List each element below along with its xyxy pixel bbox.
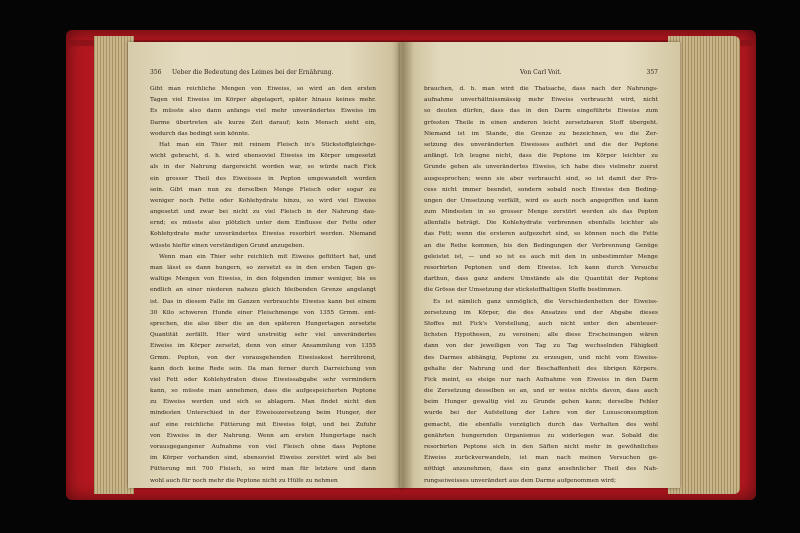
text-line: wurde bei der Aufstellung der Lehre von der Luxusconsumption bbox=[424, 410, 658, 417]
text-line: mindesten Unterschied in der Eiweisszersetzung beim Hunger, der bbox=[150, 410, 376, 417]
text-line: nöthigt anzunehmen, dass ein ganz ansehnlicher Theil des Nah- bbox=[424, 466, 658, 473]
text-line: an die Reihe kommen, bis den Bedingungen der Verbrennung Genüge bbox=[424, 242, 658, 249]
text-line: Niemand ist im Stande, die Grenze zu bezeichnen, wo die Zer- bbox=[424, 130, 658, 137]
text-line: sein. Gibt man nun zu derselben Menge Fleisch oder sogar zu bbox=[150, 186, 376, 193]
text-line: resorbirten Peptonen und dem Eiweiss. Ich kann durch Versuche bbox=[424, 265, 658, 271]
text-line: anfängt. Ich leugne nicht, dass die Peptone im Körper leichter zu bbox=[424, 153, 658, 160]
text-line: sprechen, die also über die an den späteren Hungertagen zersetzte bbox=[150, 320, 376, 327]
text-line: setzung des unveränderten Eiweisses aufhört und die der Peptone bbox=[424, 141, 658, 148]
text-line: so deuten dürfen, dass das in den Darm eingeführte Eiweiss zum bbox=[424, 108, 658, 115]
left-page-number: 356 bbox=[150, 69, 162, 76]
text-line: Gibt man reichliche Mengen von Eiweiss, so wird an den ersten bbox=[150, 86, 376, 92]
text-line: vorausgegangener Aufnahme von viel Fleisch ohne dass Peptone bbox=[150, 444, 376, 450]
text-line: grössten Theile in einen anderen leicht zersetzbaren Stoff übergeht. bbox=[424, 119, 658, 126]
right-running-head bbox=[424, 68, 658, 78]
text-line: die Zersetzung desselben so an, und er weiss nichts davon, dass auch bbox=[424, 388, 658, 395]
text-line: Fütterung mit 700 Fleisch, so wird man für letztere und dann bbox=[150, 466, 376, 473]
text-line: endlich an einer niederen nahezu gleich bleibenden Grenze angelangt bbox=[150, 287, 376, 294]
text-line: lichsten Hypothesen, zu vereinen; alle diese Erscheinungen wären bbox=[424, 332, 658, 339]
text-line: Stoffes mit Fick's Vorstellung, auch nicht unter den abenteuer- bbox=[424, 320, 658, 327]
text-line: 30 Kilo schweren Hunde einer Fleischmenge von 1355 Grmm. ent- bbox=[150, 309, 376, 316]
text-line: das Fett; wenn die ersteren aufgezehrt sind, so können noch die Fette bbox=[424, 231, 658, 238]
text-line: geleistet ist, — und so ist es auch mit den in unbestimmter Menge bbox=[424, 253, 658, 260]
text-line: zersetzung im Körper, die des Ansatzes und der Abgabe dieses bbox=[424, 309, 658, 316]
right-page-number: 357 bbox=[646, 69, 658, 76]
text-line: angesetzt und zwar bei nicht zu viel Fleisch in der Nahrung dau- bbox=[150, 209, 376, 216]
text-line: ernd; es müsste also plötzlich unter dem Einflusse der Fette oder bbox=[150, 220, 376, 227]
text-line: Grunde gehen als unverändertes Eiweiss, ich habe dies vielmehr zuerst bbox=[424, 164, 658, 171]
left-running-head bbox=[150, 68, 376, 78]
text-line: zum Mindesten in so grosser Menge zerstört werden als das Pepton bbox=[424, 209, 658, 216]
text-line: man lässt es dann hungern, so zersetzt es in den ersten Tagen ge- bbox=[150, 265, 376, 271]
text-line: ist. Das in diesem Falle im Ganzen verbrauchte Eiweiss kann bei einem bbox=[150, 298, 376, 305]
text-line: Eiweiss im Körper zersetzt, denn von einer Ansammlung von 1355 bbox=[150, 343, 376, 350]
text-line: cess nicht immer beendet, sondern sobald noch Eiweiss den Beding- bbox=[424, 186, 658, 193]
text-line: Fick meint, es steige nur nach Aufnahme von Eiweiss in den Darm bbox=[424, 376, 658, 383]
text-line: die Grösse der Umsetzung der stickstoffhaltigen Stoffe bestimmen. bbox=[424, 287, 622, 294]
text-line: weniger noch Fette oder Kohlehydrate hinzu, so wird viel Eiweiss bbox=[150, 197, 376, 204]
text-line: brauchen, d. h. man wird die Thatsache, dass nach der Nahrungs- bbox=[424, 86, 658, 92]
text-line: allenfalls beträgt. Die Kohlehydrate verbrennen ebenfalls leichter als bbox=[424, 220, 658, 227]
book-gutter bbox=[392, 42, 414, 488]
text-line: Grmm. Pepton, von der vorausgehenden Eiweisskost herrührend, bbox=[150, 354, 376, 361]
text-line: Wenn man ein Thier sehr reichlich mit Eiweiss gefüttert hat, und bbox=[159, 253, 376, 260]
text-line: auf eine reichliche Fütterung mit Eiweiss folgt, und bei Zufuhr bbox=[150, 421, 376, 428]
text-line: ungen der Umsetzung verfällt, wird es auch noch angegriffen und kann bbox=[424, 197, 658, 204]
text-line: kann doch keine Rede sein. Da man ferner durch Darreichung von bbox=[150, 365, 376, 372]
text-line: aufnahme unverhältnissmässig mehr Eiweiss verbraucht wird, nicht bbox=[424, 97, 658, 104]
text-line: Es müsste also dann anfangs viel mehr unverändertes Eiweiss im bbox=[150, 108, 376, 115]
right-page-text bbox=[424, 84, 658, 487]
text-line: wüsste hiefür einen verständigen Grund anzugeben. bbox=[150, 242, 305, 249]
text-line: wohl auch für noch mehr die Peptone nicht zu Hülfe zu nehmen bbox=[150, 477, 338, 484]
text-line: wicht gebracht, d. h. wird ebensoviel Eiweiss im Körper umgesetzt bbox=[150, 153, 376, 160]
text-line: Eiweiss zurückverwandeln, ist man nach meinen Versuchen ge- bbox=[424, 455, 658, 462]
text-line: zu Eiweiss werden und sich so ablagern. Man findet nicht den bbox=[150, 399, 376, 406]
text-line: ein grosser Theil des Eiweisses in Pepton umgewandelt worden bbox=[150, 175, 376, 182]
text-line: Quantität zerfällt. Hier wird unstreitig sehr viel unverändertes bbox=[150, 332, 376, 339]
text-line: im Körper vorhanden sind, ebensoviel Eiweiss zerstört wird als bei bbox=[150, 455, 376, 462]
right-running-title: Von Carl Voit. bbox=[520, 69, 562, 76]
text-line: Kohlehydrate mehr unverändertes Eiweiss resorbirt werden. Niemand bbox=[150, 231, 376, 238]
text-line: Darme übertreten als kurze Zeit darauf; kein Mensch sieht ein, bbox=[150, 119, 376, 126]
text-line: als in der Nahrung dargereicht worden war, so würde nach Fick bbox=[150, 164, 376, 171]
text-line: rungseiweisses unverändert aus dem Darme aufgenommen wird; bbox=[424, 477, 616, 484]
left-page-text bbox=[150, 84, 376, 487]
text-line: gehalte der Nahrung und der Beschaffenheit des übrigen Körpers. bbox=[424, 365, 658, 372]
text-line: waltige Mengen von Eiweiss, in den folgenden immer weniger, bis es bbox=[150, 276, 376, 283]
left-running-title: Ueber die Bedeutung des Leimes bei der Ernährung. bbox=[172, 69, 334, 76]
text-line: Es ist nämlich ganz unmöglich, die Verschiedenheiten der Eiweiss- bbox=[433, 298, 658, 305]
text-line: genährten hungernden Organismus zu widerlegen war. Sobald die bbox=[424, 432, 658, 439]
text-line: Hat man ein Thier mit reinem Fleisch in's Stickstoffgleichge- bbox=[159, 141, 376, 148]
text-line: wodurch das bedingt sein könnte. bbox=[150, 130, 250, 137]
text-line: ausgesprochen; wenn sie aber verbraucht sind, so ist damit der Pro- bbox=[424, 175, 658, 182]
text-line: resorbirten Peptone sich in den Säften nicht mehr in gewöhnliches bbox=[424, 444, 658, 450]
text-line: gemacht, die ebenfalls vorzüglich durch das Verhalten des wohl bbox=[424, 421, 658, 428]
text-line: viel Fett oder Kohlehydraten diese Eiweissabgabe sehr vermindern bbox=[150, 376, 376, 383]
text-line: darthun, dass ganz andere Umstände als die Quantität der Peptone bbox=[424, 276, 658, 283]
text-line: des Darmes abhängig, Peptone zu erzeugen, und nicht vom Eiweiss- bbox=[424, 354, 658, 361]
text-line: kann, so müsste man annehmen, dass die aufgespeicherten Peptone bbox=[150, 388, 376, 395]
text-line: von Eiweiss in der Nahrung. Wenn am ersten Hungertage nach bbox=[150, 432, 376, 439]
text-line: Tagen viel Eiweiss im Körper abgelagert, später hinaus keines mehr. bbox=[150, 97, 376, 104]
text-line: beim Hunger gewaltig viel zu Grunde gehen kann; derselbe Fehler bbox=[424, 399, 658, 406]
text-line: dann von der jeweiligen von Tag zu Tag wechselnden Fähigkeit bbox=[424, 343, 658, 350]
